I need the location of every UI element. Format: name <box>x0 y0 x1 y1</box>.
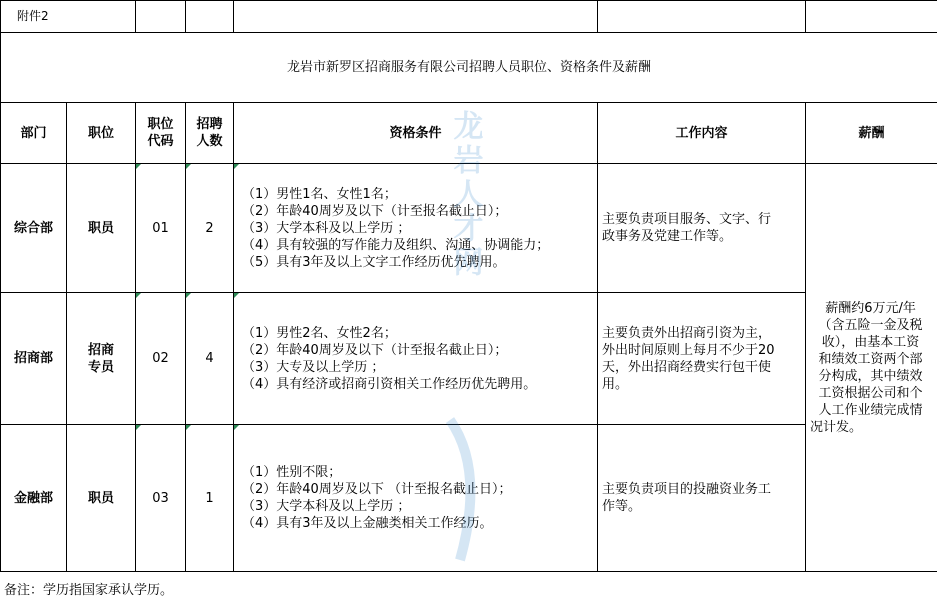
attachment-label: 附件2 <box>1 1 136 33</box>
table-row <box>1 164 937 293</box>
qualification-line: （2）年龄40周岁及以下 （计至报名截止日）； <box>242 482 512 497</box>
salary-line: 工资根据公司和个 <box>818 385 923 401</box>
qualifications-cell <box>234 164 598 293</box>
header-qualifications: 资格条件 <box>234 103 598 164</box>
position-line1: 招商 <box>88 342 115 358</box>
header-count-line1: 招聘 <box>196 117 223 132</box>
count-cell: 2 <box>186 164 234 293</box>
duties-cell <box>598 164 806 293</box>
salary-line: 分构成，其中绩效 <box>818 368 923 384</box>
qualification-line: （4）具有经济或招商引资相关工作经历优先聘用。 <box>242 376 537 392</box>
duty-line: 外出时间原则上每月不少于20 <box>602 342 775 358</box>
qualification-line: （1）男性2名、女性2名； <box>242 325 397 341</box>
salary-line: （含五险一金及税 <box>818 317 923 333</box>
qualification-line: （3）大专及以上学历 ； <box>242 359 385 375</box>
header-salary: 薪酬 <box>806 103 937 164</box>
table-row <box>1 293 937 425</box>
duties-cell <box>598 293 806 425</box>
department-cell: 综合部 <box>1 164 67 293</box>
duty-line: 主要负责项目服务、文字、行 <box>602 212 772 227</box>
footnote: 备注：学历指国家承认学历。 <box>4 583 174 598</box>
header-count-line2: 人数 <box>196 134 223 149</box>
duty-line: 作等。 <box>602 499 642 514</box>
code-cell: 01 <box>136 164 186 293</box>
position-cell <box>67 293 136 425</box>
count-cell: 1 <box>186 425 234 572</box>
department-cell: 金融部 <box>1 425 67 572</box>
salary-cell <box>806 164 937 572</box>
header-duties: 工作内容 <box>598 103 806 164</box>
qualification-line: （4）具有较强的写作能力及组织、沟通、协调能力； <box>242 237 550 253</box>
header-row <box>1 103 937 164</box>
duties-cell <box>598 425 806 572</box>
qualifications-cell <box>234 425 598 572</box>
title-row <box>1 33 937 103</box>
table-row <box>1 425 937 572</box>
salary-line: 和绩效工资两个部 <box>818 351 923 367</box>
qualification-line: （2）年龄40周岁及以下（计至报名截止日）； <box>242 342 508 358</box>
attachment-row <box>1 1 937 33</box>
qualifications-cell <box>234 293 598 425</box>
count-cell: 4 <box>186 293 234 425</box>
department-cell: 招商部 <box>1 293 67 425</box>
duty-line: 用。 <box>602 376 629 392</box>
header-position: 职位 <box>67 103 136 164</box>
header-code-line1: 职位 <box>147 117 174 132</box>
position-cell <box>67 164 136 293</box>
duty-line: 天，外出招商经费实行包干使 <box>602 359 772 375</box>
header-code-line2: 代码 <box>147 134 174 149</box>
duty-line: 政事务及党建工作等。 <box>602 229 733 244</box>
watermark-text: 龙岩人才网 <box>447 110 483 280</box>
page-title: 龙岩市新罗区招商服务有限公司招聘人员职位、资格条件及薪酬 <box>1 33 937 103</box>
salary-line: 薪酬约6万元/年 <box>825 300 916 316</box>
position-line1: 职员 <box>88 490 115 506</box>
qualification-line: （1）男性1名、女性1名； <box>242 186 397 202</box>
qualification-line: （1）性别不限； <box>242 465 342 480</box>
qualification-line: （5）具有3年及以上文字工作经历优先聘用。 <box>242 254 506 270</box>
header-code <box>136 103 186 164</box>
qualification-line: （4）具有3年及以上金融类相关工作经历。 <box>242 516 493 531</box>
code-cell: 03 <box>136 425 186 572</box>
header-department: 部门 <box>1 103 67 164</box>
header-count <box>186 103 234 164</box>
duty-line: 主要负责外出招商引资为主， <box>602 325 772 341</box>
qualification-line: （3）大学本科及以上学历 ； <box>242 220 411 236</box>
salary-line: 况计发。 <box>810 419 863 435</box>
salary-line: 人工作业绩完成情 <box>818 402 923 418</box>
position-line1: 职员 <box>88 220 115 236</box>
position-line2: 专员 <box>88 359 115 375</box>
qualification-line: （3）大学本科及以上学历 ； <box>242 499 411 514</box>
qualification-line: （2）年龄40周岁及以下（计至报名截止日）； <box>242 203 508 219</box>
position-cell <box>67 425 136 572</box>
salary-line: 收），由基本工资 <box>821 334 920 350</box>
code-cell: 02 <box>136 293 186 425</box>
duty-line: 主要负责项目的投融资业务工 <box>602 482 772 497</box>
